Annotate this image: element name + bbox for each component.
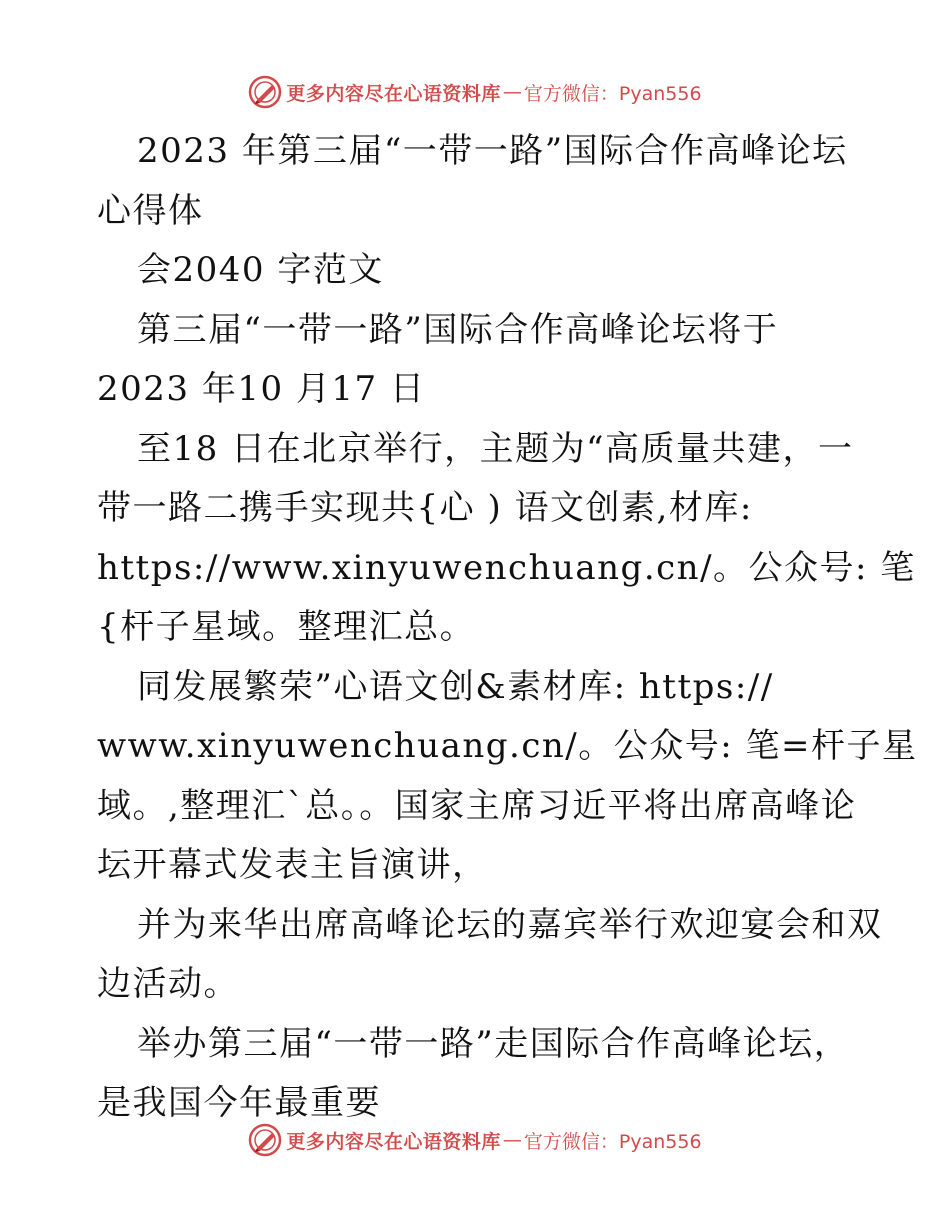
text-line: www.xinyuwenchuang.cn/。公众号: 笔=杆子星 — [97, 726, 918, 766]
text-line: 边活动。 — [97, 964, 239, 1004]
text-line: 是我国今年最重要 — [97, 1083, 381, 1123]
text-line: 带一路二携手实现共{心 ) 语文创素,材库: — [97, 488, 753, 528]
banner-wechat: 官方微信：Pyan556 — [523, 82, 702, 105]
text-line: 域。,整理汇`总。。国家主席习近平将出席高峰论 — [97, 785, 857, 826]
text-line: 同发展繁荣”心语文创&素材库: https:// — [137, 666, 774, 707]
header-banner — [0, 72, 950, 112]
text-line: 2023 年10 月17 日 — [97, 369, 426, 409]
banner-separator: — — [502, 81, 522, 103]
banner-site-name: 更多内容尽在心语资料库 — [286, 1130, 501, 1153]
text-line: 会2040 字范文 — [137, 250, 384, 290]
banner-separator: — — [502, 1129, 522, 1151]
text-line: 并为来华出席高峰论坛的嘉宾举行欢迎宴会和双 — [137, 904, 883, 945]
text-line: 至18 日在北京举行，主题为“高质量共建，一 — [137, 428, 854, 469]
document-body — [97, 122, 918, 1134]
footer-banner — [0, 1120, 950, 1160]
pen-logo-icon — [248, 1123, 282, 1157]
pen-logo-icon — [248, 75, 282, 109]
text-line: 第三届“一带一路”国际合作高峰论坛将于 — [137, 309, 779, 350]
text-line: 心得体 — [97, 190, 204, 231]
text-line: 坛开幕式发表主旨演讲， — [97, 845, 488, 885]
banner-site-name: 更多内容尽在心语资料库 — [286, 82, 501, 105]
text-line: 2023 年第三届“一带一路”国际合作高峰论坛 — [137, 131, 848, 171]
text-line: 举办第三届“一带一路”走国际合作高峰论坛， — [137, 1023, 850, 1064]
banner-wechat: 官方微信：Pyan556 — [523, 1130, 702, 1153]
text-line: https://www.xinyuwenchuang.cn/。公众号: 笔 — [97, 547, 916, 588]
text-line: {杆子星域。整理汇总。 — [97, 607, 476, 647]
